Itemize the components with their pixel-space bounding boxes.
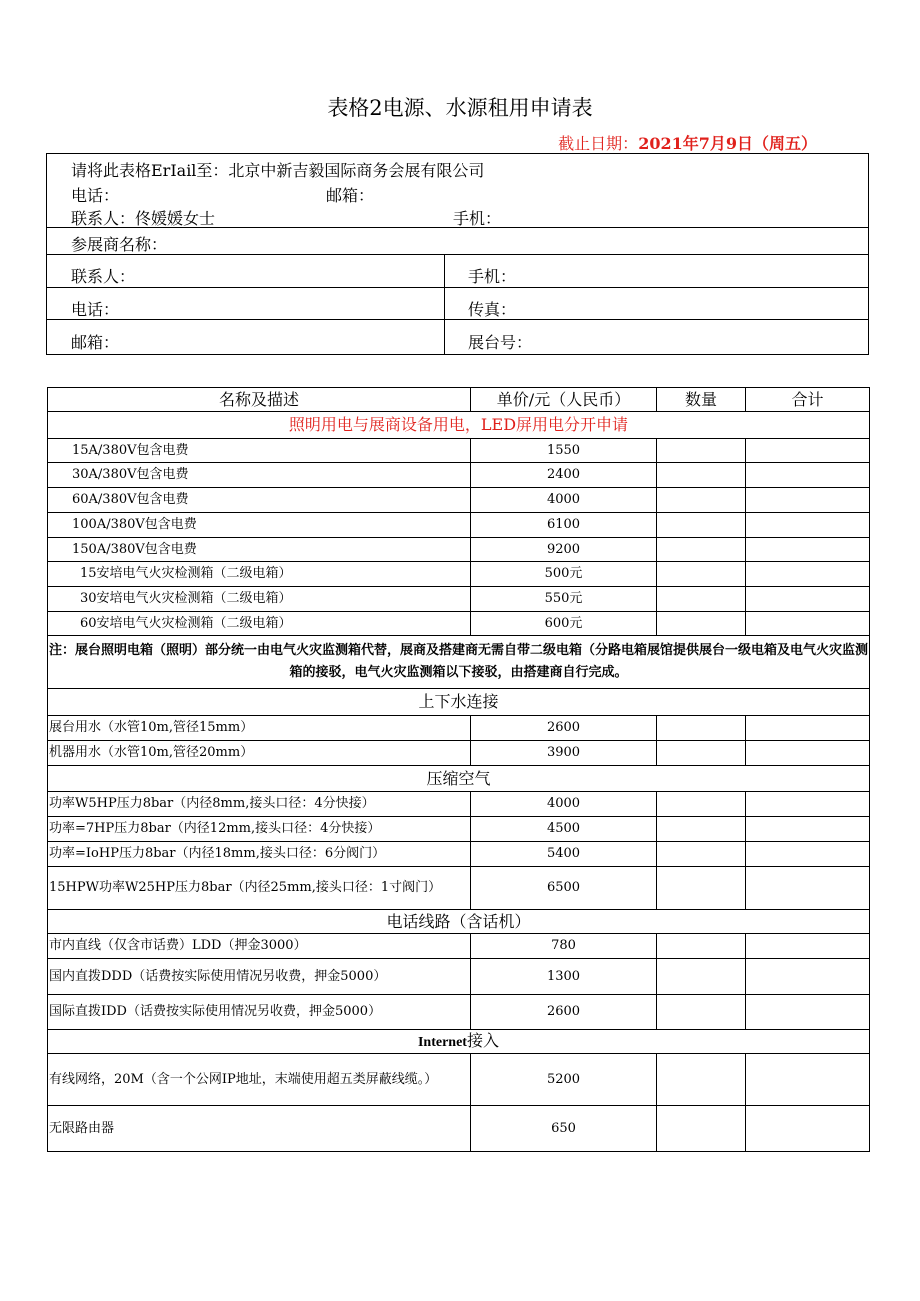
item-description: 展台用水（水管10m,管径15mm）	[48, 716, 471, 741]
section-water-title: 上下水连接	[48, 689, 870, 716]
deadline	[558, 131, 817, 154]
section-internet-title	[48, 1030, 870, 1054]
table-row	[48, 538, 870, 562]
quantity-input-cell[interactable]	[657, 513, 746, 538]
total-input-cell[interactable]	[746, 513, 870, 538]
item-unit-price: 5200	[471, 1054, 657, 1106]
item-description: 功率=IoHP压力8bar（内径18mm,接头口径：6分阀门）	[48, 842, 471, 867]
price-table	[47, 387, 870, 1152]
total-input-cell[interactable]	[746, 538, 870, 562]
item-unit-price: 9200	[471, 538, 657, 562]
item-unit-price: 4000	[471, 488, 657, 513]
exhibitor-mobile-field[interactable]: 手机：	[468, 267, 517, 286]
divider	[47, 254, 868, 255]
exhibitor-booth-field[interactable]: 展台号：	[468, 333, 533, 352]
exhibitor-mailbox-field[interactable]: 邮箱：	[71, 333, 120, 352]
item-unit-price: 1300	[471, 959, 657, 995]
quantity-input-cell[interactable]	[657, 562, 746, 587]
quantity-input-cell[interactable]	[657, 867, 746, 910]
section-row-water	[48, 689, 870, 716]
total-input-cell[interactable]	[746, 587, 870, 612]
exhibitor-fax-field[interactable]: 传真：	[468, 300, 517, 319]
power-note: 注：展台照明电箱（照明）部分统一由电气火灾监测箱代替，展商及搭建商无需自带二级电箱（分路电箱展馆提供展台一级电箱及电气火灾监测箱的接驳，电气火灾监测箱以下接驳，由搭建商自行完成。	[48, 636, 870, 689]
table-row	[48, 587, 870, 612]
quantity-input-cell[interactable]	[657, 716, 746, 741]
total-input-cell[interactable]	[746, 612, 870, 636]
table-row	[48, 1106, 870, 1152]
item-unit-price: 5400	[471, 842, 657, 867]
section-row-internet	[48, 1030, 870, 1054]
table-row	[48, 934, 870, 959]
total-input-cell[interactable]	[746, 842, 870, 867]
table-row	[48, 959, 870, 995]
section-air-title: 压缩空气	[48, 766, 870, 792]
section-power-title: 照明用电与展商设备用电，LED屏用电分开申请	[48, 412, 870, 439]
total-input-cell[interactable]	[746, 716, 870, 741]
quantity-input-cell[interactable]	[657, 959, 746, 995]
item-unit-price: 2600	[471, 995, 657, 1030]
item-description: 功率W5HP压力8bar（内径8mm,接头口径：4分快接）	[48, 792, 471, 817]
table-row	[48, 867, 870, 910]
email-instruction: 请将此表格ErIail至：北京中新吉毅国际商务会展有限公司	[71, 161, 485, 180]
total-input-cell[interactable]	[746, 741, 870, 766]
total-input-cell[interactable]	[746, 934, 870, 959]
total-input-cell[interactable]	[746, 463, 870, 488]
organizer-contact-person: 联系人：佟媛媛女士	[71, 209, 216, 228]
item-unit-price: 1550	[471, 439, 657, 463]
item-description: 150A/380V包含电费	[48, 538, 471, 562]
section-row-phone	[48, 910, 870, 934]
item-unit-price: 780	[471, 934, 657, 959]
item-description: 15HPW功率W25HP压力8bar（内径25mm,接头口径：1寸阀门）	[48, 867, 471, 910]
quantity-input-cell[interactable]	[657, 741, 746, 766]
quantity-input-cell[interactable]	[657, 439, 746, 463]
item-unit-price: 650	[471, 1106, 657, 1152]
divider	[47, 227, 868, 228]
total-input-cell[interactable]	[746, 959, 870, 995]
exhibitor-contact-field[interactable]: 联系人：	[71, 267, 136, 286]
total-input-cell[interactable]	[746, 439, 870, 463]
header-quantity: 数量	[657, 388, 746, 412]
table-row	[48, 741, 870, 766]
item-description: 机器用水（水管10m,管径20mm）	[48, 741, 471, 766]
item-unit-price: 550元	[471, 587, 657, 612]
total-input-cell[interactable]	[746, 1106, 870, 1152]
item-unit-price: 500元	[471, 562, 657, 587]
quantity-input-cell[interactable]	[657, 538, 746, 562]
exhibitor-name-field[interactable]: 参展商名称：	[71, 235, 168, 254]
item-description: 60A/380V包含电费	[48, 488, 471, 513]
total-input-cell[interactable]	[746, 562, 870, 587]
quantity-input-cell[interactable]	[657, 792, 746, 817]
item-description: 无限路由器	[48, 1106, 471, 1152]
quantity-input-cell[interactable]	[657, 488, 746, 513]
section-internet-title-bold: Internet	[417, 1034, 467, 1050]
table-row	[48, 562, 870, 587]
form-title: 表格2电源、水源租用申请表	[327, 96, 593, 120]
item-description: 30安培电气火灾检测箱（二级电箱）	[48, 587, 471, 612]
table-row	[48, 1054, 870, 1106]
item-unit-price: 4500	[471, 817, 657, 842]
table-row	[48, 488, 870, 513]
organizer-phone-label: 电话：	[71, 186, 120, 205]
item-description: 15安培电气火灾检测箱（二级电箱）	[48, 562, 471, 587]
item-unit-price: 3900	[471, 741, 657, 766]
item-description: 国际直拨IDD（话费按实际使用情况另收费，押金5000）	[48, 995, 471, 1030]
deadline-label: 截止日期：	[558, 134, 639, 153]
deadline-value: 2021年7月9日（周五）	[638, 134, 817, 153]
total-input-cell[interactable]	[746, 792, 870, 817]
organizer-mobile-label: 手机：	[453, 209, 502, 228]
header-total: 合计	[746, 388, 870, 412]
item-description: 市内直线（仅含市话费）LDD（押金3000）	[48, 934, 471, 959]
total-input-cell[interactable]	[746, 995, 870, 1030]
table-row	[48, 612, 870, 636]
contact-box	[46, 153, 869, 355]
table-header-row	[48, 388, 870, 412]
item-unit-price: 600元	[471, 612, 657, 636]
quantity-input-cell[interactable]	[657, 612, 746, 636]
item-description: 60安培电气火灾检测箱（二级电箱）	[48, 612, 471, 636]
divider	[47, 287, 868, 288]
item-unit-price: 2400	[471, 463, 657, 488]
header-unit-price: 单价/元（人民币）	[471, 388, 657, 412]
table-row	[48, 463, 870, 488]
header-description: 名称及描述	[48, 388, 471, 412]
table-row	[48, 792, 870, 817]
table-row	[48, 842, 870, 867]
quantity-input-cell[interactable]	[657, 995, 746, 1030]
quantity-input-cell[interactable]	[657, 934, 746, 959]
table-row	[48, 513, 870, 538]
note-row	[48, 636, 870, 689]
item-description: 国内直拨DDD（话费按实际使用情况另收费，押金5000）	[48, 959, 471, 995]
item-description: 100A/380V包含电费	[48, 513, 471, 538]
total-input-cell[interactable]	[746, 817, 870, 842]
item-description: 有线网络，20M（含一个公网IP地址，末端使用超五类屏蔽线缆。）	[48, 1054, 471, 1106]
table-row	[48, 817, 870, 842]
quantity-input-cell[interactable]	[657, 1054, 746, 1106]
section-row-air	[48, 766, 870, 792]
item-unit-price: 2600	[471, 716, 657, 741]
quantity-input-cell[interactable]	[657, 1106, 746, 1152]
section-phone-title: 电话线路（含话机）	[48, 910, 870, 934]
total-input-cell[interactable]	[746, 488, 870, 513]
divider-vertical	[444, 254, 445, 354]
item-unit-price: 4000	[471, 792, 657, 817]
quantity-input-cell[interactable]	[657, 817, 746, 842]
section-internet-title-rest: 接入	[466, 1030, 499, 1050]
item-description: 30A/380V包含电费	[48, 463, 471, 488]
quantity-input-cell[interactable]	[657, 587, 746, 612]
item-description: 功率=7HP压力8bar（内径12mm,接头口径：4分快接）	[48, 817, 471, 842]
table-row	[48, 716, 870, 741]
section-row-power	[48, 412, 870, 439]
exhibitor-phone-field[interactable]: 电话：	[71, 300, 120, 319]
table-row	[48, 439, 870, 463]
item-unit-price: 6500	[471, 867, 657, 910]
divider	[47, 319, 868, 320]
table-row	[48, 995, 870, 1030]
quantity-input-cell[interactable]	[657, 842, 746, 867]
total-input-cell[interactable]	[746, 867, 870, 910]
organizer-mailbox-label: 邮箱：	[326, 186, 375, 205]
total-input-cell[interactable]	[746, 1054, 870, 1106]
item-description: 15A/380V包含电费	[48, 439, 471, 463]
item-unit-price: 6100	[471, 513, 657, 538]
quantity-input-cell[interactable]	[657, 463, 746, 488]
